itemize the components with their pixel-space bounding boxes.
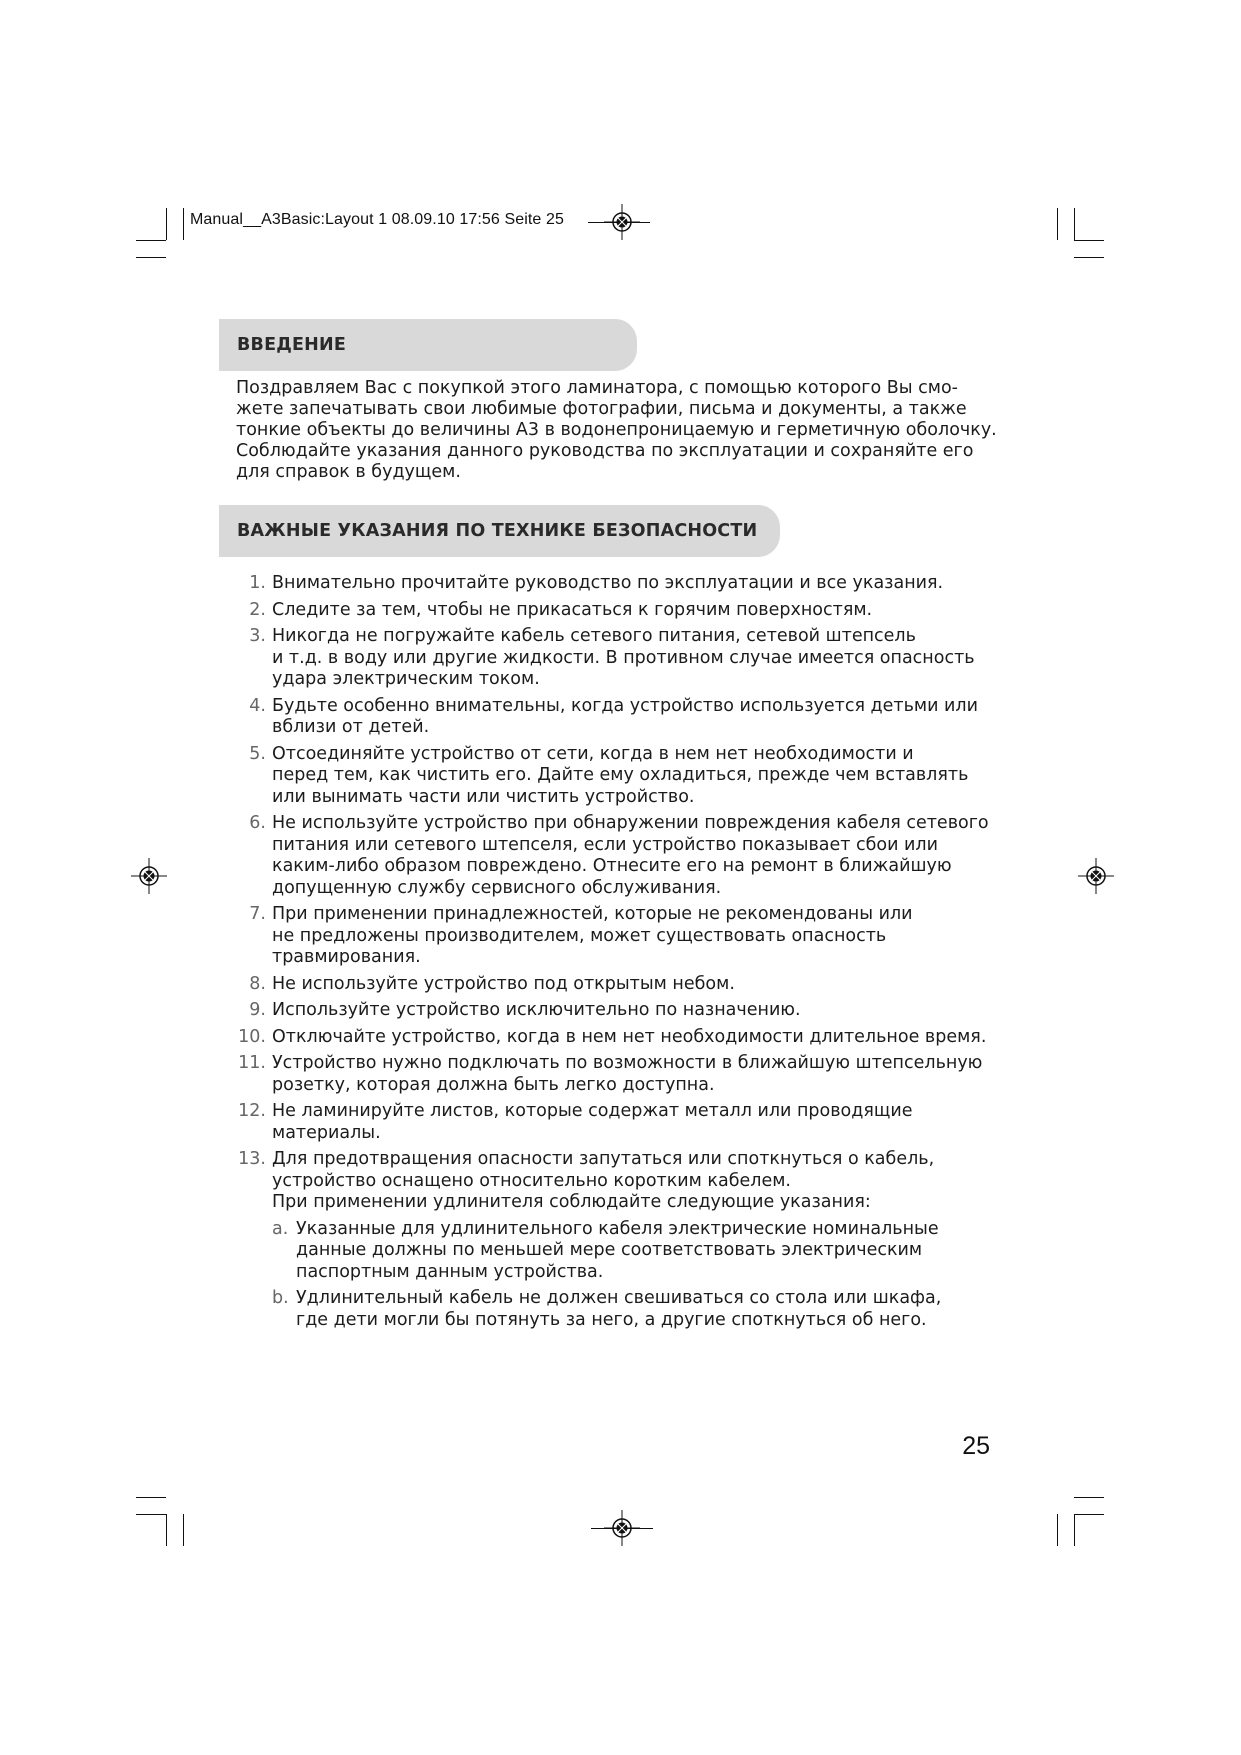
item-number: 8.: [249, 973, 266, 994]
item-number: 11.: [238, 1053, 266, 1073]
item-line: не предложены производителем, может существовать опасность: [272, 925, 887, 946]
intro-line: Поздравляем Вас с покупкой этого ламинатора, с помощью которого Вы смо-: [236, 378, 958, 398]
sub-item-line: Указанные для удлинительного кабеля электрические номинальные: [296, 1218, 939, 1239]
page-number: 25: [962, 1432, 990, 1460]
item-line: или вынимать части или чистить устройство.: [272, 786, 695, 807]
intro-line: для справок в будущем.: [236, 462, 461, 482]
list-item: [236, 696, 1006, 739]
item-line: материалы.: [272, 1122, 381, 1143]
list-item: [236, 1000, 1006, 1022]
item-number: 13.: [238, 1149, 266, 1169]
registration-mark-icon: [602, 202, 642, 242]
item-line: допущенную службу сервисного обслуживания.: [272, 877, 722, 898]
item-line: Для предотвращения опасности запутаться или споткнуться о кабель,: [272, 1149, 935, 1169]
item-line: Будьте особенно внимательны, когда устройство используется детьми или: [272, 695, 978, 716]
list-item: [236, 904, 1006, 969]
item-number: 12.: [238, 1101, 266, 1121]
list-item: [236, 813, 1006, 899]
item-line: Не используйте устройство под открытым небом.: [272, 973, 735, 994]
item-line: При применении принадлежностей, которые не рекомендованы или: [272, 904, 913, 924]
sub-item-line: Удлинительный кабель не должен свешиваться со стола или шкафа,: [296, 1288, 942, 1308]
sub-item-line: паспортным данным устройства.: [296, 1261, 604, 1282]
intro-paragraph: [236, 378, 1016, 483]
item-number: 2.: [249, 599, 266, 620]
sub-item-line: данные должны по меньшей мере соответствовать электрическим: [296, 1240, 923, 1260]
list-item: [236, 1027, 1006, 1049]
item-line: Следите за тем, чтобы не прикасаться к горячим поверхностям.: [272, 599, 873, 620]
section-heading-intro: ВВЕДЕНИЕ: [219, 319, 637, 371]
item-line: Отсоединяйте устройство от сети, когда в нем нет необходимости и: [272, 743, 914, 764]
registration-mark-icon: [129, 856, 169, 896]
intro-line: Соблюдайте указания данного руководства по эксплуатации и сохраняйте его: [236, 441, 974, 461]
item-line: каким-либо образом повреждено. Отнесите его на ремонт в ближайшую: [272, 856, 952, 876]
list-item: [236, 600, 1006, 622]
list-item: [236, 1101, 1006, 1144]
list-item: [236, 626, 1006, 691]
sub-item-letter: a.: [272, 1218, 289, 1239]
item-line: Используйте устройство исключительно по назначению.: [272, 1000, 801, 1020]
item-line: Внимательно прочитайте руководство по эксплуатации и все указания.: [272, 573, 944, 593]
list-item: [236, 744, 1006, 809]
sub-item-letter: b.: [272, 1288, 289, 1308]
sub-item-line: где дети могли бы потянуть за него, а другие споткнуться об него.: [296, 1309, 927, 1330]
item-line: При применении удлинителя соблюдайте следующие указания:: [272, 1192, 871, 1212]
item-number: 3.: [249, 626, 266, 646]
list-item: [236, 1053, 1006, 1096]
item-line: питания или сетевого штепселя, если устройство показывает сбои или: [272, 834, 938, 855]
registration-mark-icon: [602, 1508, 642, 1548]
safety-list: [236, 573, 1006, 1341]
list-item: [236, 974, 1006, 996]
sub-list-item: [272, 1288, 941, 1331]
print-slug: Manual__A3Basic:Layout 1 08.09.10 17:56 Seite 25: [190, 211, 564, 228]
intro-line: жете запечатывать свои любимые фотографии, письма и документы, а также: [236, 399, 967, 419]
sub-list-item: [272, 1219, 941, 1284]
item-line: Не используйте устройство при обнаружении повреждения кабеля сетевого: [272, 813, 989, 833]
item-line: и т.д. в воду или другие жидкости. В противном случае имеется опасность: [272, 647, 975, 668]
item-line: удара электрическим током.: [272, 669, 540, 689]
item-line: перед тем, как чистить его. Дайте ему охладиться, прежде чем вставлять: [272, 765, 969, 785]
item-line: розетку, которая должна быть легко доступна.: [272, 1074, 715, 1095]
item-line: Никогда не погружайте кабель сетевого питания, сетевой штепсель: [272, 626, 916, 646]
item-line: устройство оснащено относительно коротким кабелем.: [272, 1170, 791, 1191]
section-heading-safety: ВАЖНЫЕ УКАЗАНИЯ ПО ТЕХНИКЕ БЕЗОПАСНОСТИ: [219, 505, 780, 557]
item-line: травмирования.: [272, 947, 421, 967]
sub-list: [272, 1219, 941, 1332]
item-number: 6.: [249, 813, 266, 833]
item-line: Не ламинируйте листов, которые содержат металл или проводящие: [272, 1101, 913, 1121]
item-line: Устройство нужно подключать по возможности в ближайшую штепсельную: [272, 1053, 983, 1073]
list-item: [236, 1149, 1006, 1336]
item-number: 10.: [238, 1026, 266, 1047]
intro-line: тонкие объекты до величины А3 в водонепроницаемую и герметичную оболочку.: [236, 420, 997, 440]
registration-mark-icon: [1076, 856, 1116, 896]
item-number: 4.: [249, 695, 266, 716]
list-item: [236, 573, 1006, 595]
item-number: 5.: [249, 743, 266, 764]
item-number: 9.: [249, 1000, 266, 1020]
item-number: 1.: [249, 573, 266, 593]
item-line: Отключайте устройство, когда в нем нет необходимости длительное время.: [272, 1026, 987, 1047]
item-number: 7.: [249, 904, 266, 924]
item-line: вблизи от детей.: [272, 717, 430, 737]
